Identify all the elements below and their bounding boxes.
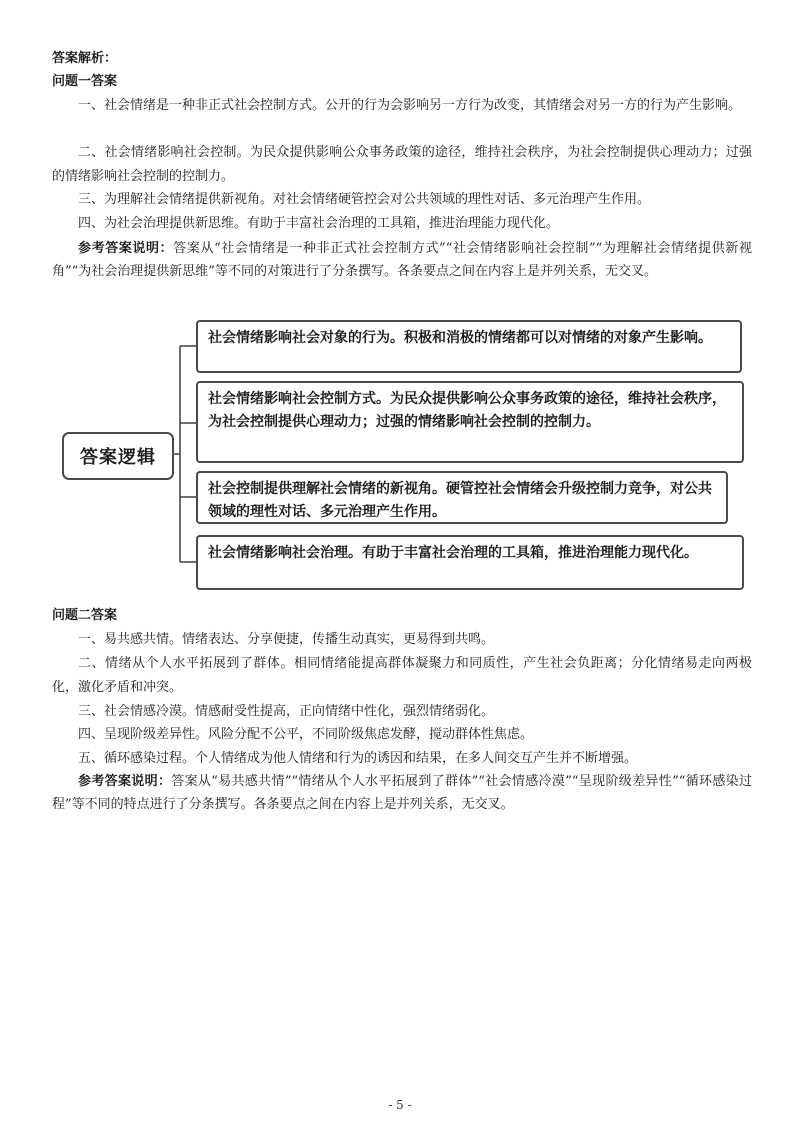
q2-item-5: 五、循环感染过程。个人情绪成为他人情绪和行为的诱因和结果，在多人间交互产生并不断增强。 [78,751,638,766]
q1-item-1: 一、社会情绪是一种非正式社会控制方式。公开的行为会影响另一方行为改变，其情绪会对另一方的行为产生影响。 [78,98,742,113]
q2-note-text: 答案从“易共感共情”“情绪从个人水平拓展到了群体”“社会情感冷漠”“呈现阶级差异性”“循环感染过程”等不同的特点进行了分条撰写。各条要点之间在内容上是并列关系，无交叉。 [52,774,752,812]
q1-item-2: 二、社会情绪影响社会控制。为民众提供影响公众事务政策的途径，维持社会秩序，为社会控制提供心理动力；过强的情绪影响社会控制的控制力。 [52,145,752,184]
q2-item-3: 三、社会情感冷漠。情感耐受性提高，正向情绪中性化，强烈情绪弱化。 [78,704,495,719]
q2-note [52,770,752,816]
section-title: 答案解析： [52,51,118,66]
q1-note-text: 答案从“社会情绪是一种非正式社会控制方式”“社会情绪影响社会控制”“为理解社会情绪提供新视角”“为社会治理提供新思维”等不同的对策进行了分条撰写。各条要点之间在内容上是并列关系，无交叉。 [52,241,752,279]
q1-item-4: 四、为社会治理提供新思维。有助于丰富社会治理的工具箱，推进治理能力现代化。 [78,216,560,231]
page-number: - 5 - [388,1098,412,1112]
diagram-node-1: 社会情绪影响社会对象的行为。积极和消极的情绪都可以对情绪的对象产生影响。 [196,320,742,373]
q1-heading: 问题一答案 [52,74,118,89]
diagram-node-4: 社会情绪影响社会治理。有助于丰富社会治理的工具箱，推进治理能力现代化。 [196,535,744,590]
q1-note-label: 参考答案说明： [78,241,174,256]
q2-item-1: 一、易共感共情。情绪表达、分享便捷，传播生动真实，更易得到共鸣。 [78,632,495,647]
q2-note-label: 参考答案说明： [78,774,172,789]
q2-heading: 问题二答案 [52,608,118,623]
q2-item-2: 二、情绪从个人水平拓展到了群体。相同情绪能提高群体凝聚力和同质性，产生社会负距离；分化情绪易走向两极化，激化矛盾和冲突。 [52,656,752,695]
diagram-node-3: 社会控制提供理解社会情绪的新视角。硬管控社会情绪会升级控制力竞争，对公共领域的理性对话、多元治理产生作用。 [196,471,728,524]
q1-item-3: 三、为理解社会情绪提供新视角。对社会情绪硬管控会对公共领域的理性对话、多元治理产生作用。 [78,192,651,207]
q2-item-4: 四、呈现阶级差异性。风险分配不公平，不同阶级焦虑发酵，搅动群体性焦虑。 [78,727,534,742]
diagram-node-2: 社会情绪影响社会控制方式。为民众提供影响公众事务政策的途径，维持社会秩序，为社会控制提供心理动力；过强的情绪影响社会控制的控制力。 [196,381,744,463]
diagram-root: 答案逻辑 [62,432,174,480]
q1-note [52,237,752,283]
